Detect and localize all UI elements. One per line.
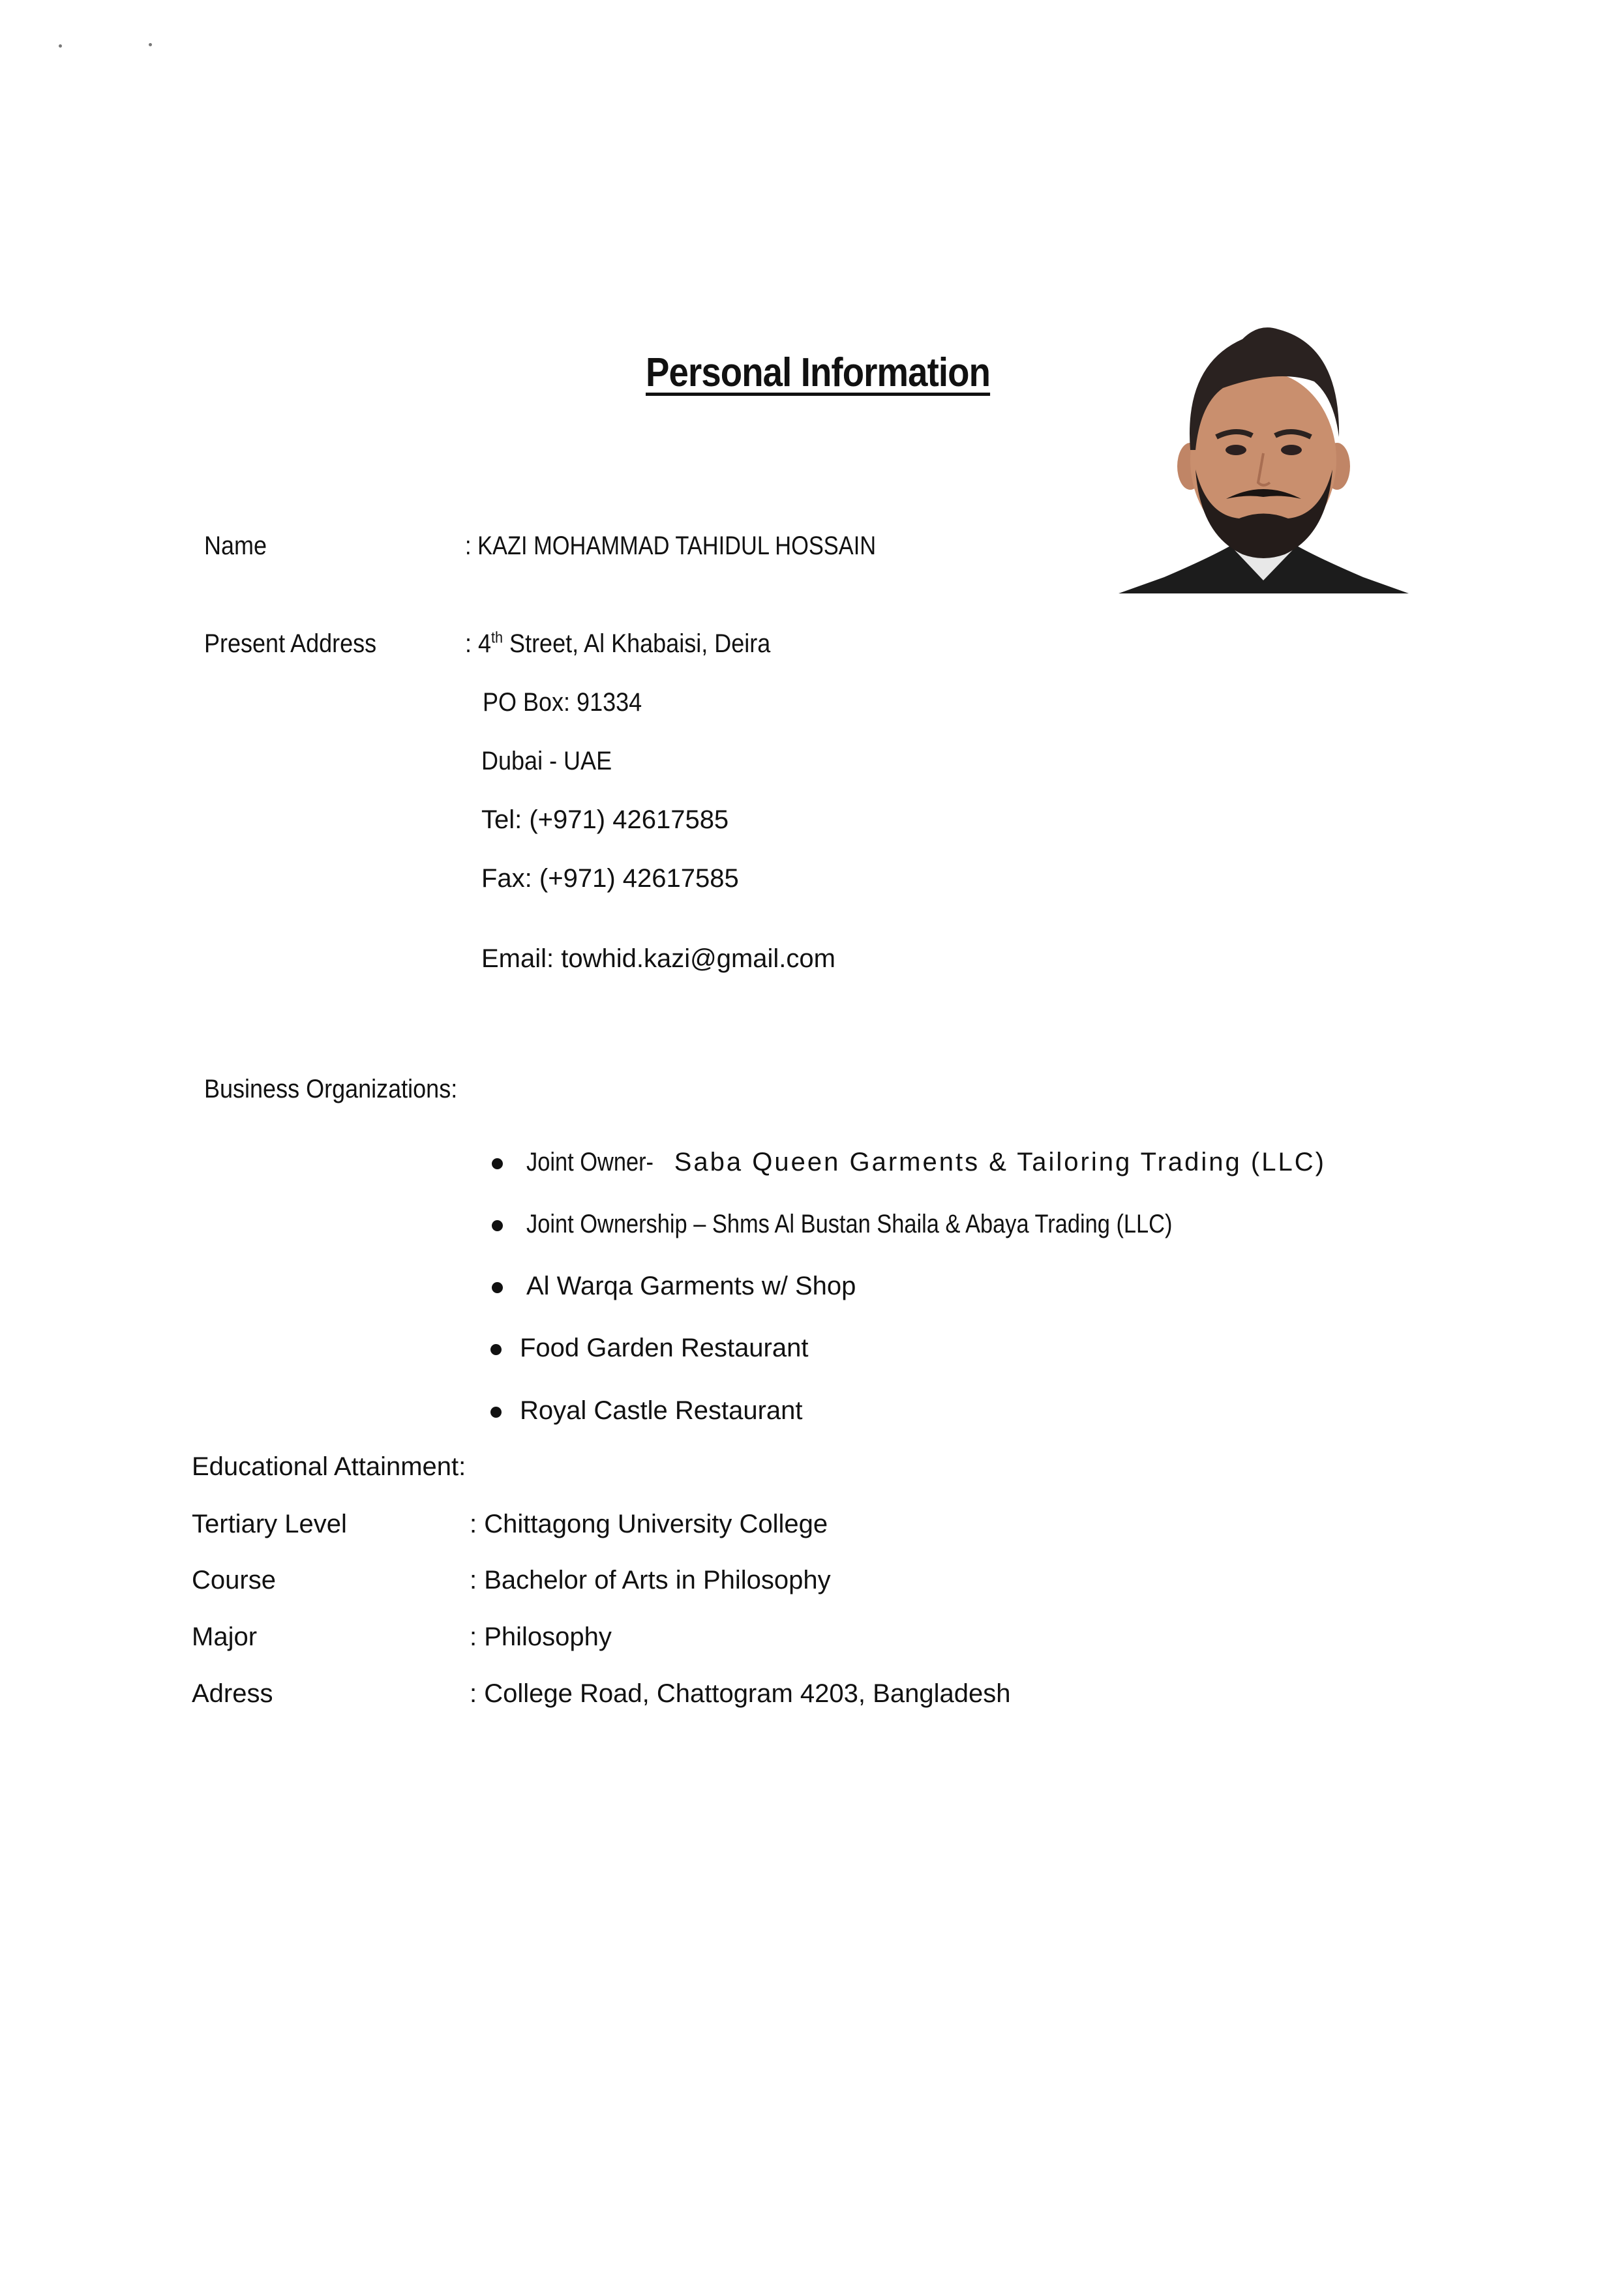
name-label: Name <box>204 531 267 560</box>
business-item: Royal Castle Restaurant <box>520 1396 803 1425</box>
education-label: Educational Attainment: <box>192 1452 466 1481</box>
address-po-box: PO Box: 91334 <box>483 688 642 717</box>
business-label: Business Organizations: <box>204 1075 458 1103</box>
address-label: Present Address <box>204 629 377 658</box>
bullet-icon <box>492 1282 503 1293</box>
address-email: Email: towhid.kazi@gmail.com <box>481 944 835 973</box>
education-row-value: : Bachelor of Arts in Philosophy <box>470 1566 831 1594</box>
scan-speck <box>59 44 62 48</box>
education-row-label: Course <box>192 1566 276 1594</box>
business-item-prefix: Joint Owner- <box>526 1148 654 1176</box>
bullet-icon <box>492 1158 503 1169</box>
scan-speck <box>149 43 152 46</box>
address-city: Dubai - UAE <box>481 747 612 775</box>
address-line-1-sup: th <box>491 629 504 647</box>
profile-photo <box>1119 320 1409 593</box>
bullet-icon <box>490 1344 502 1355</box>
address-line-1-prefix: : 4 <box>465 629 492 658</box>
business-item: Joint Ownership – Shms Al Bustan Shaila & Abaya Trading (LLC) <box>526 1210 1173 1238</box>
address-line-1-rest: Street, Al Khabaisi, Deira <box>503 629 771 658</box>
address-fax: Fax: (+971) 42617585 <box>481 864 739 893</box>
page-title: Personal Information <box>646 350 991 395</box>
business-item: Food Garden Restaurant <box>520 1334 809 1362</box>
education-row-value: : Philosophy <box>470 1623 612 1651</box>
address-line-1 <box>465 629 770 659</box>
bullet-icon <box>490 1407 502 1418</box>
business-item-rest: Saba Queen Garments & Tailoring Trading (LLC) <box>674 1148 1326 1176</box>
education-row-label: Adress <box>192 1679 273 1708</box>
address-tel: Tel: (+971) 42617585 <box>481 805 729 834</box>
education-row-label: Major <box>192 1623 258 1651</box>
education-row-value: : College Road, Chattogram 4203, Bangladesh <box>470 1679 1011 1708</box>
education-row-value: : Chittagong University College <box>470 1510 828 1538</box>
education-row-label: Tertiary Level <box>192 1510 347 1538</box>
business-item: Al Warqa Garments w/ Shop <box>526 1272 856 1300</box>
name-value: : KAZI MOHAMMAD TAHIDUL HOSSAIN <box>465 531 877 560</box>
bullet-icon <box>492 1220 503 1231</box>
business-item <box>526 1148 1326 1177</box>
